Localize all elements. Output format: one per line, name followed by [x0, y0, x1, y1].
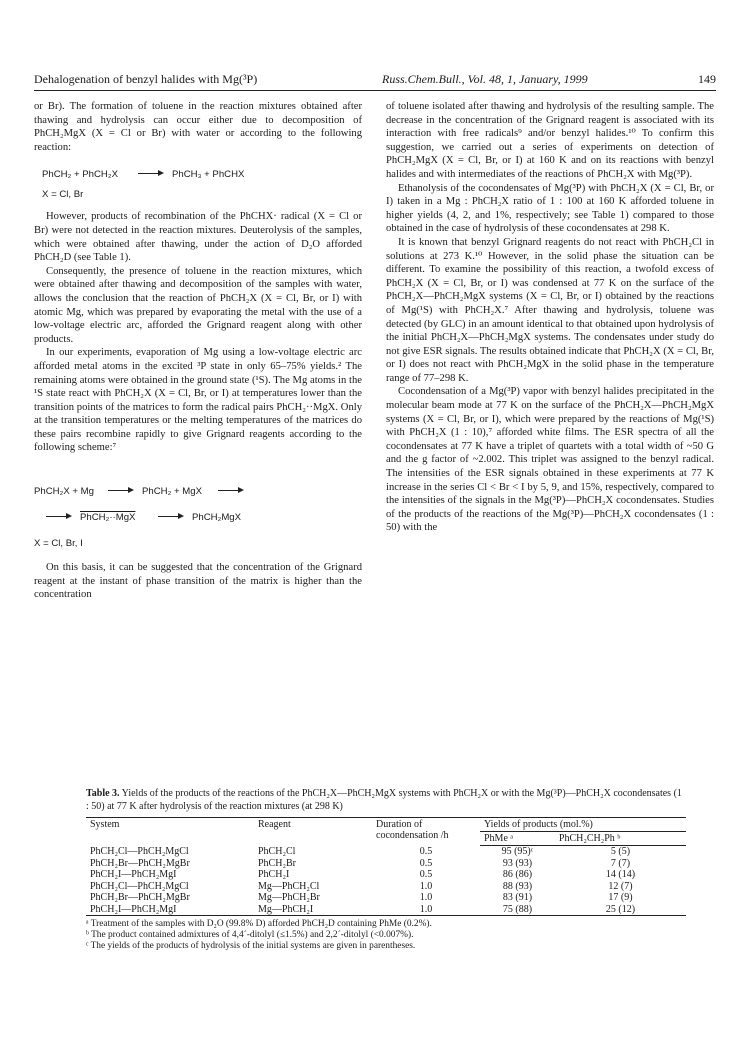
scheme1-condition: X = Cl, Br [42, 189, 84, 201]
table-cell: 5 (5) [610, 846, 631, 857]
scheme2-product: PhCH₂MgX [192, 512, 242, 524]
col-reagent: Reagent [254, 818, 372, 846]
right-paragraph-4: Cocondensation of a Mg(³P) vapor with benzyl halides precipitated in the molecular beam mode at 77 K on the surface of the PhCH₂X—PhCH₂MgX systems (X = Cl, Br, or I), which were prepared by the reactions of Mg(¹S) with PhCH₂X (1 : 10),⁷ afforded white films. The ESR spectra of all the cocondensates at 77 K have a triplet of quartets with a total width of ~50 G and the g factor of ~2.002. This triplet was assigned to the benzyl radical. The intensities of the ESR signals obtained in these experiments at 77 K increase in the series Cl < Br < I by 5, 9, and 15%, respectively, compared to the intensities of the signals in the Mg(³P)—PhCH₂X cocondensates. Studies of the products of the reactions of the Mg(³P)—PhCH₂X cocondensates (1 : 50) with the [386, 386, 714, 534]
left-column [34, 100, 362, 602]
table-cell: Mg—PhCH₂I [254, 904, 372, 916]
table-cell: 83 (91) [502, 892, 533, 903]
scheme1-arrow-icon [138, 166, 164, 180]
col-dimer: PhCH₂CH₂Ph ᵇ [555, 832, 686, 846]
right-paragraph-3: It is known that benzyl Grignard reagents do not react with PhCH₂Cl in solutions at 273 K.¹⁰ However, in the solid phase the situation can be different. To examine the possibility of this reaction, a twofold excess of PhCH₂X (X = Cl, Br, or I) was condensed at 77 K on the surface of the PhCH₂X—PhCH₂MgX systems (X = Cl, Br, or I) obtained by the reactions of Mg(¹S) with PhCH₂X.⁷ After thawing and hydrolysis, toluene was detected (by GLC) in an amount identical to that obtained upon hydrolysis of the initial PhCH₂X—PhCH₂MgX systems. The condensates under study do not give ESR signals. The results obtained indicate that PhCH₂X (X = Cl, Br, or I) does not react with PhCH₂MgX in the solid phase in the temperature range of 77–298 K. [386, 236, 714, 384]
table-row [86, 892, 686, 904]
scheme2-intermediate: PhCH₂ + MgX [142, 486, 202, 498]
footnote-b: ᵇ The product contained admixtures of 4,4´-ditolyl (≤1.5%) and 2,2´-ditolyl (<0.007%). [86, 930, 414, 940]
table-cell: 25 (12) [555, 904, 686, 916]
table-row [86, 904, 686, 916]
table-body [86, 846, 686, 916]
table-cell: PhCH₂Br—PhCH₂MgBr [90, 892, 190, 903]
scheme2-reactants: PhCH₂X + Mg [34, 486, 94, 498]
table-row [86, 881, 686, 893]
scheme2-arrow-3-icon [46, 509, 72, 523]
table-cell: PhCH₂I [258, 869, 290, 880]
table-cell: 17 (9) [608, 892, 633, 903]
left-paragraph-4: In our experiments, evaporation of Mg using a low-voltage electric arc afforded metal atoms in the excited ³P state in only 65–75% yields.² The remaining atoms were obtained in the ground state (¹S). The Mg atoms in the ¹S state react with PhCH₂X (X = Cl, Br, or I) at temperatures lower than the transition points of the matrices to form the radical pairs PhCH₂··MgX. Only at the transition temperatures or the melting temperatures of the matrices do these pairs recombine rapidly to give Grignard reagents according to the following scheme:⁷ [34, 347, 362, 454]
table-row [86, 869, 686, 881]
table-cell: PhCH₂Cl—PhCH₂MgCl [90, 845, 189, 857]
header-title: Dehalogenation of benzyl halides with Mg(³P) [34, 72, 258, 86]
scheme2-condition: X = Cl, Br, I [34, 538, 83, 550]
table-cell: 14 (14) [605, 869, 636, 880]
table-cell: PhCH₂I—PhCH₂MgI [90, 869, 177, 880]
table-cell: PhCH₂Br—PhCH₂MgBr [90, 857, 190, 869]
col-duration: Duration of cocondensation /h [372, 818, 480, 846]
scheme2-arrow-1-icon [108, 483, 134, 497]
table-caption [86, 788, 686, 813]
table-cell: 88 (93) [502, 880, 533, 892]
table-cell: Mg—PhCH₂Br [258, 892, 320, 903]
table-cell: 1.0 [419, 880, 433, 892]
table-label: Table 3. [86, 788, 120, 799]
table-3 [86, 788, 686, 952]
table-cell: 75 (88) [480, 904, 555, 916]
scheme1-rhs: PhCH₃ + PhCHX [172, 169, 245, 181]
col-phme: PhMe ᵃ [480, 832, 555, 846]
running-header [34, 70, 716, 91]
table-cell: 0.5 [419, 845, 433, 857]
yields-table [86, 817, 686, 916]
table-cell: 12 (7) [608, 880, 633, 892]
table-cell: Mg—PhCH₂Cl [258, 880, 320, 892]
reaction-scheme-1 [34, 154, 362, 204]
table-cell: 1.0 [372, 904, 480, 916]
page-number: 149 [698, 72, 716, 86]
table-cell: 93 (93) [502, 857, 533, 869]
table-cell: PhCH₂Br [258, 857, 296, 869]
right-paragraph-1: of toluene isolated after thawing and hydrolysis of the resulting sample. The decrease in the concentration of the Grignard reagent is associated with its interaction with free radicals⁹ and/or benzyl halides.¹⁰ To confirm this suggestion, we carried out a series of experiments on detection of PhCH₂MgX (X = Cl, Br, or I) at 160 K and on its reactions with benzyl halides and with intermediates of the reactions of PhCH₂X with Mg(³P). [386, 101, 714, 180]
table-cell: 95 (95)ᶜ [501, 846, 534, 857]
left-paragraph-3: Consequently, the presence of toluene in the reaction mixtures, which were obtained after thawing and decomposition of the samples with water, allows the conclusion that the reaction of PhCH₂X (X = Cl, Br, or I) with atomic Mg, which was prepared by evaporating the metal with the use of a low-voltage electric arc, afforded the Grignard reagent along with other products. [34, 265, 362, 345]
col-system: System [86, 818, 254, 846]
left-paragraph-2: However, products of recombination of the PhCHX· radical (X = Cl or Br) were not detected in the reaction mixtures. Deuterolysis of the samples, which were obtained after thawing, under the action of D₂O afforded PhCH₂D (see Table 1). [34, 211, 362, 264]
table-cell: 86 (86) [502, 869, 533, 880]
table-cell: PhCH₂Cl [258, 845, 296, 857]
right-paragraph-2: Ethanolysis of the cocondensates of Mg(³P) with PhCH₂X (X = Cl, Br, or I) taken in a Mg : PhCH₂X ratio of 1 : 100 at 160 K afforded toluene in higher yields (4, 2, and 1%, respectively; see Table 1) compared to those obtained in the case of hydrolysis of these cocondensates at 298 K. [386, 182, 714, 235]
scheme1-lhs: PhCH₂ + PhCH₂X [42, 169, 118, 181]
table-cell: 7 (7) [610, 857, 631, 869]
footnote-a: ᵃ Treatment of the samples with D₂O (99.8% D) afforded PhCH₂D containing PhMe (0.2%). [86, 919, 432, 929]
col-yields: Yields of products (mol.%) [480, 818, 686, 832]
scheme2-arrow-4-icon [158, 509, 184, 523]
table-cell: 0.5 [419, 857, 433, 869]
table-cell: PhCH₂Cl—PhCH₂MgCl [90, 880, 189, 892]
table-caption-text: Yields of the products of the reactions of the PhCH₂X—PhCH₂MgX systems with PhCH₂X or with the Mg(³P)—PhCH₂X cocondensates (1 : 50) at 77 K after hydrolysis of the reaction mixtures (at 298 K) [86, 788, 682, 812]
right-column [386, 100, 714, 535]
table-cell: 0.5 [419, 869, 433, 880]
header-journal: Russ.Chem.Bull., Vol. 48, 1, January, 1999 [382, 72, 588, 86]
table-row [86, 846, 686, 858]
scheme2-radical-pair: PhCH₂··MgX [80, 512, 136, 524]
scheme2-arrow-2-icon [218, 483, 244, 497]
table-cell: PhCH₂I—PhCH₂MgI [86, 904, 254, 916]
reaction-scheme-2 [34, 455, 362, 555]
left-paragraph-1: or Br). The formation of toluene in the reaction mixtures obtained after thawing and hydrolysis can occur either due to decomposition of PhCH₂MgX (X = Cl or Br) with water or according to the following reaction: [34, 101, 362, 153]
footnote-c: ᶜ The yields of the products of hydrolysis of the initial systems are given in parentheses. [86, 941, 416, 951]
left-paragraph-5: On this basis, it can be suggested that the concentration of the Grignard reagent at the instant of phase transition of the matrix is higher than the concentration [34, 562, 362, 601]
table-footnotes [86, 919, 686, 952]
table-row [86, 858, 686, 870]
table-cell: 1.0 [419, 892, 433, 903]
